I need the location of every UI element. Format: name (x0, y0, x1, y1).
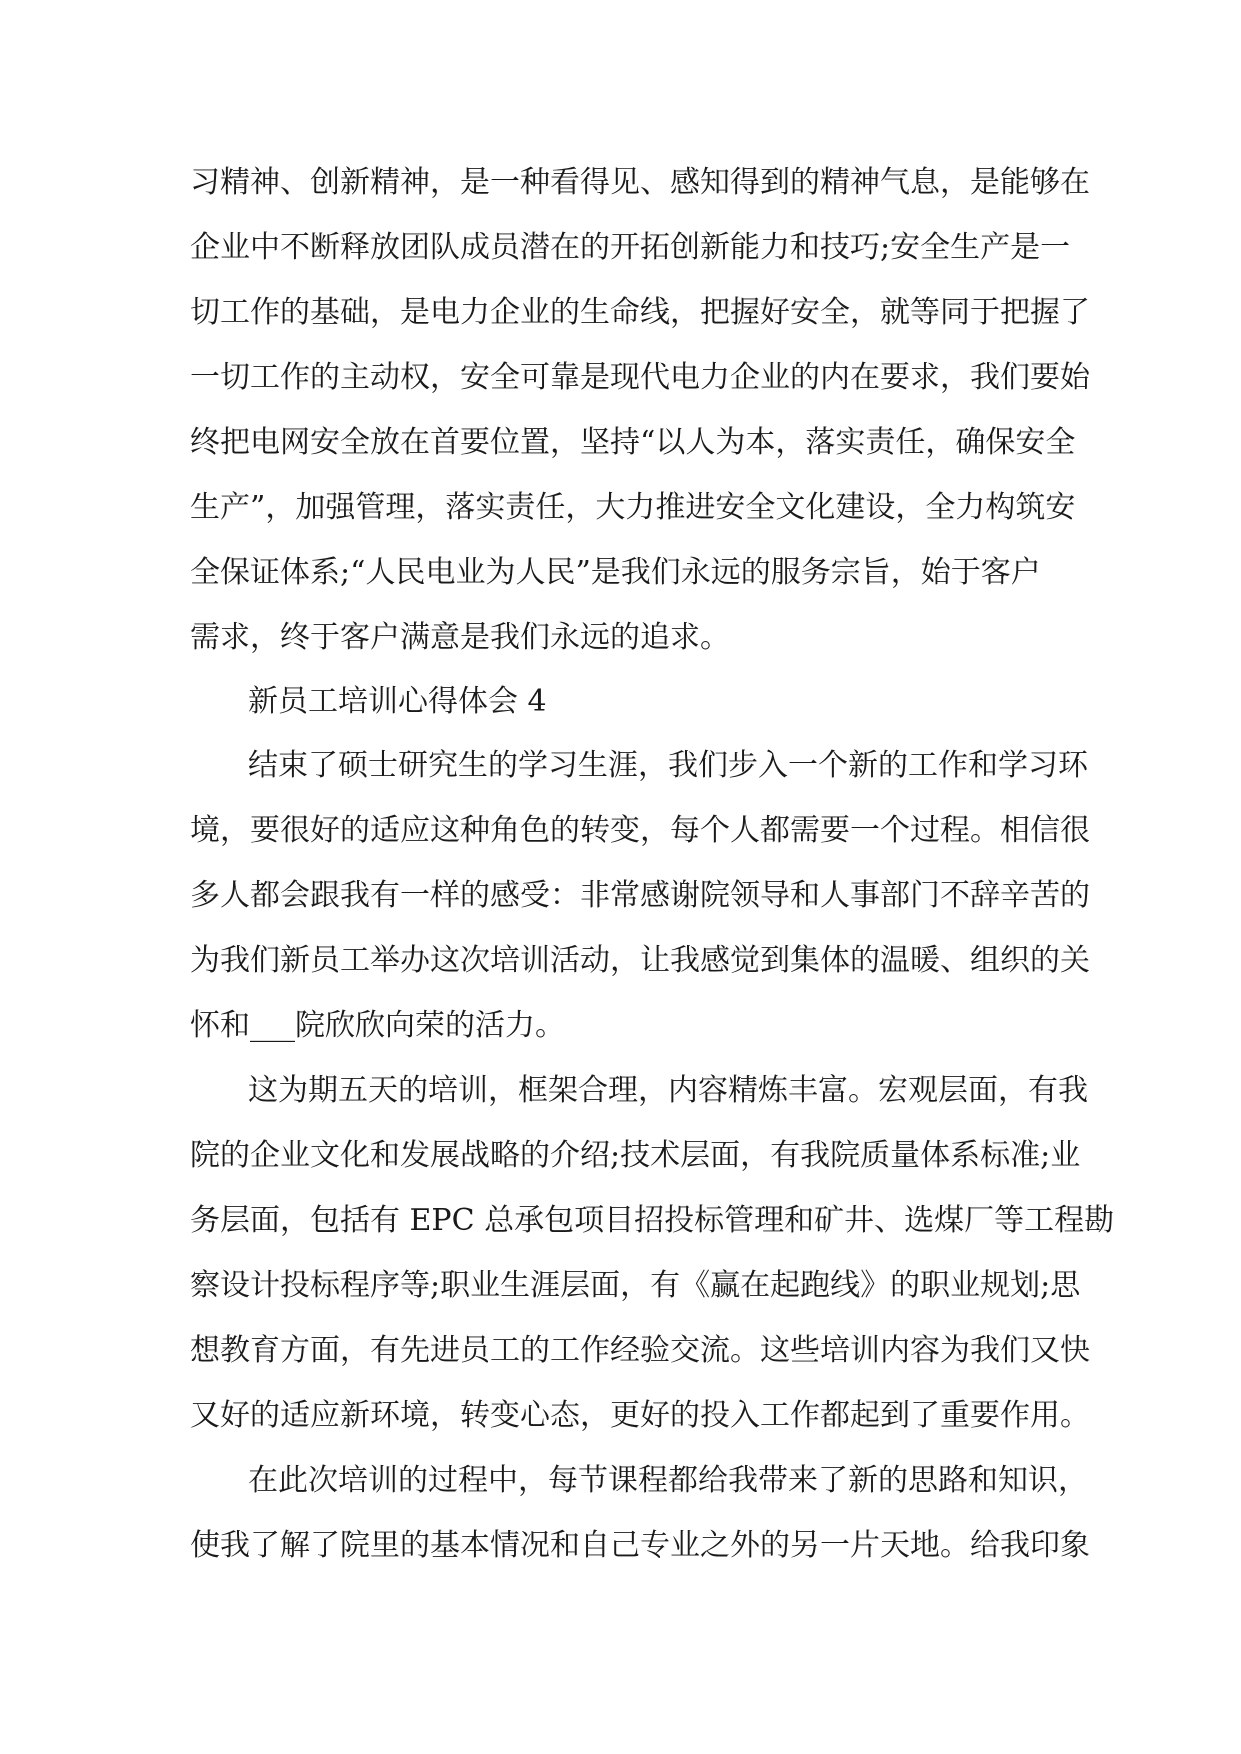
text-line: 多人都会跟我有一样的感受：非常感谢院领导和人事部门不辞辛苦的 (190, 878, 1090, 913)
text-line: 这为期五天的培训，框架合理，内容精炼丰富。宏观层面，有我 (248, 1073, 1088, 1108)
paragraph-1 (190, 150, 1090, 670)
paragraph-3 (190, 1058, 1115, 1448)
text-line: 院的企业文化和发展战略的介绍;技术层面，有我院质量体系标准;业 (190, 1138, 1081, 1173)
text-line: 怀和___院欣欣向荣的活力。 (190, 1008, 565, 1043)
paragraph-4 (190, 1448, 1090, 1578)
text-line: 务层面，包括有 EPC 总承包项目招投标管理和矿井、选煤厂等工程勘 (190, 1203, 1115, 1238)
document-body (190, 150, 1115, 1578)
text-line: 境，要很好的适应这种角色的转变，每个人都需要一个过程。相信很 (190, 813, 1090, 848)
text-line: 为我们新员工举办这次培训活动，让我感觉到集体的温暖、组织的关 (190, 943, 1090, 978)
section-heading: 新员工培训心得体会 4 (248, 684, 547, 719)
text-line: 全保证体系;“人民电业为人民”是我们永远的服务宗旨，始于客户 (190, 555, 1041, 590)
text-line: 一切工作的主动权，安全可靠是现代电力企业的内在要求，我们要始 (190, 360, 1090, 395)
text-line: 需求，终于客户满意是我们永远的追求。 (190, 620, 730, 655)
text-line: 结束了硕士研究生的学习生涯，我们步入一个新的工作和学习环 (248, 748, 1088, 783)
paragraph-2 (190, 733, 1090, 1058)
text-line: 想教育方面，有先进员工的工作经验交流。这些培训内容为我们又快 (190, 1333, 1090, 1368)
text-line: 生产”，加强管理，落实责任，大力推进安全文化建设，全力构筑安 (190, 490, 1076, 525)
text-line: 切工作的基础，是电力企业的生命线，把握好安全，就等同于把握了 (190, 295, 1090, 330)
text-line: 企业中不断释放团队成员潜在的开拓创新能力和技巧;安全生产是一 (190, 230, 1071, 265)
text-line: 终把电网安全放在首要位置，坚持“以人为本，落实责任，确保安全 (190, 425, 1076, 460)
text-line: 使我了解了院里的基本情况和自己专业之外的另一片天地。给我印象 (190, 1528, 1090, 1563)
text-line: 又好的适应新环境，转变心态，更好的投入工作都起到了重要作用。 (190, 1398, 1090, 1433)
text-line: 在此次培训的过程中，每节课程都给我带来了新的思路和知识， (248, 1463, 1088, 1498)
text-line: 习精神、创新精神，是一种看得见、感知得到的精神气息，是能够在 (190, 165, 1090, 200)
text-line: 察设计投标程序等;职业生涯层面，有《赢在起跑线》的职业规划;思 (190, 1268, 1081, 1303)
